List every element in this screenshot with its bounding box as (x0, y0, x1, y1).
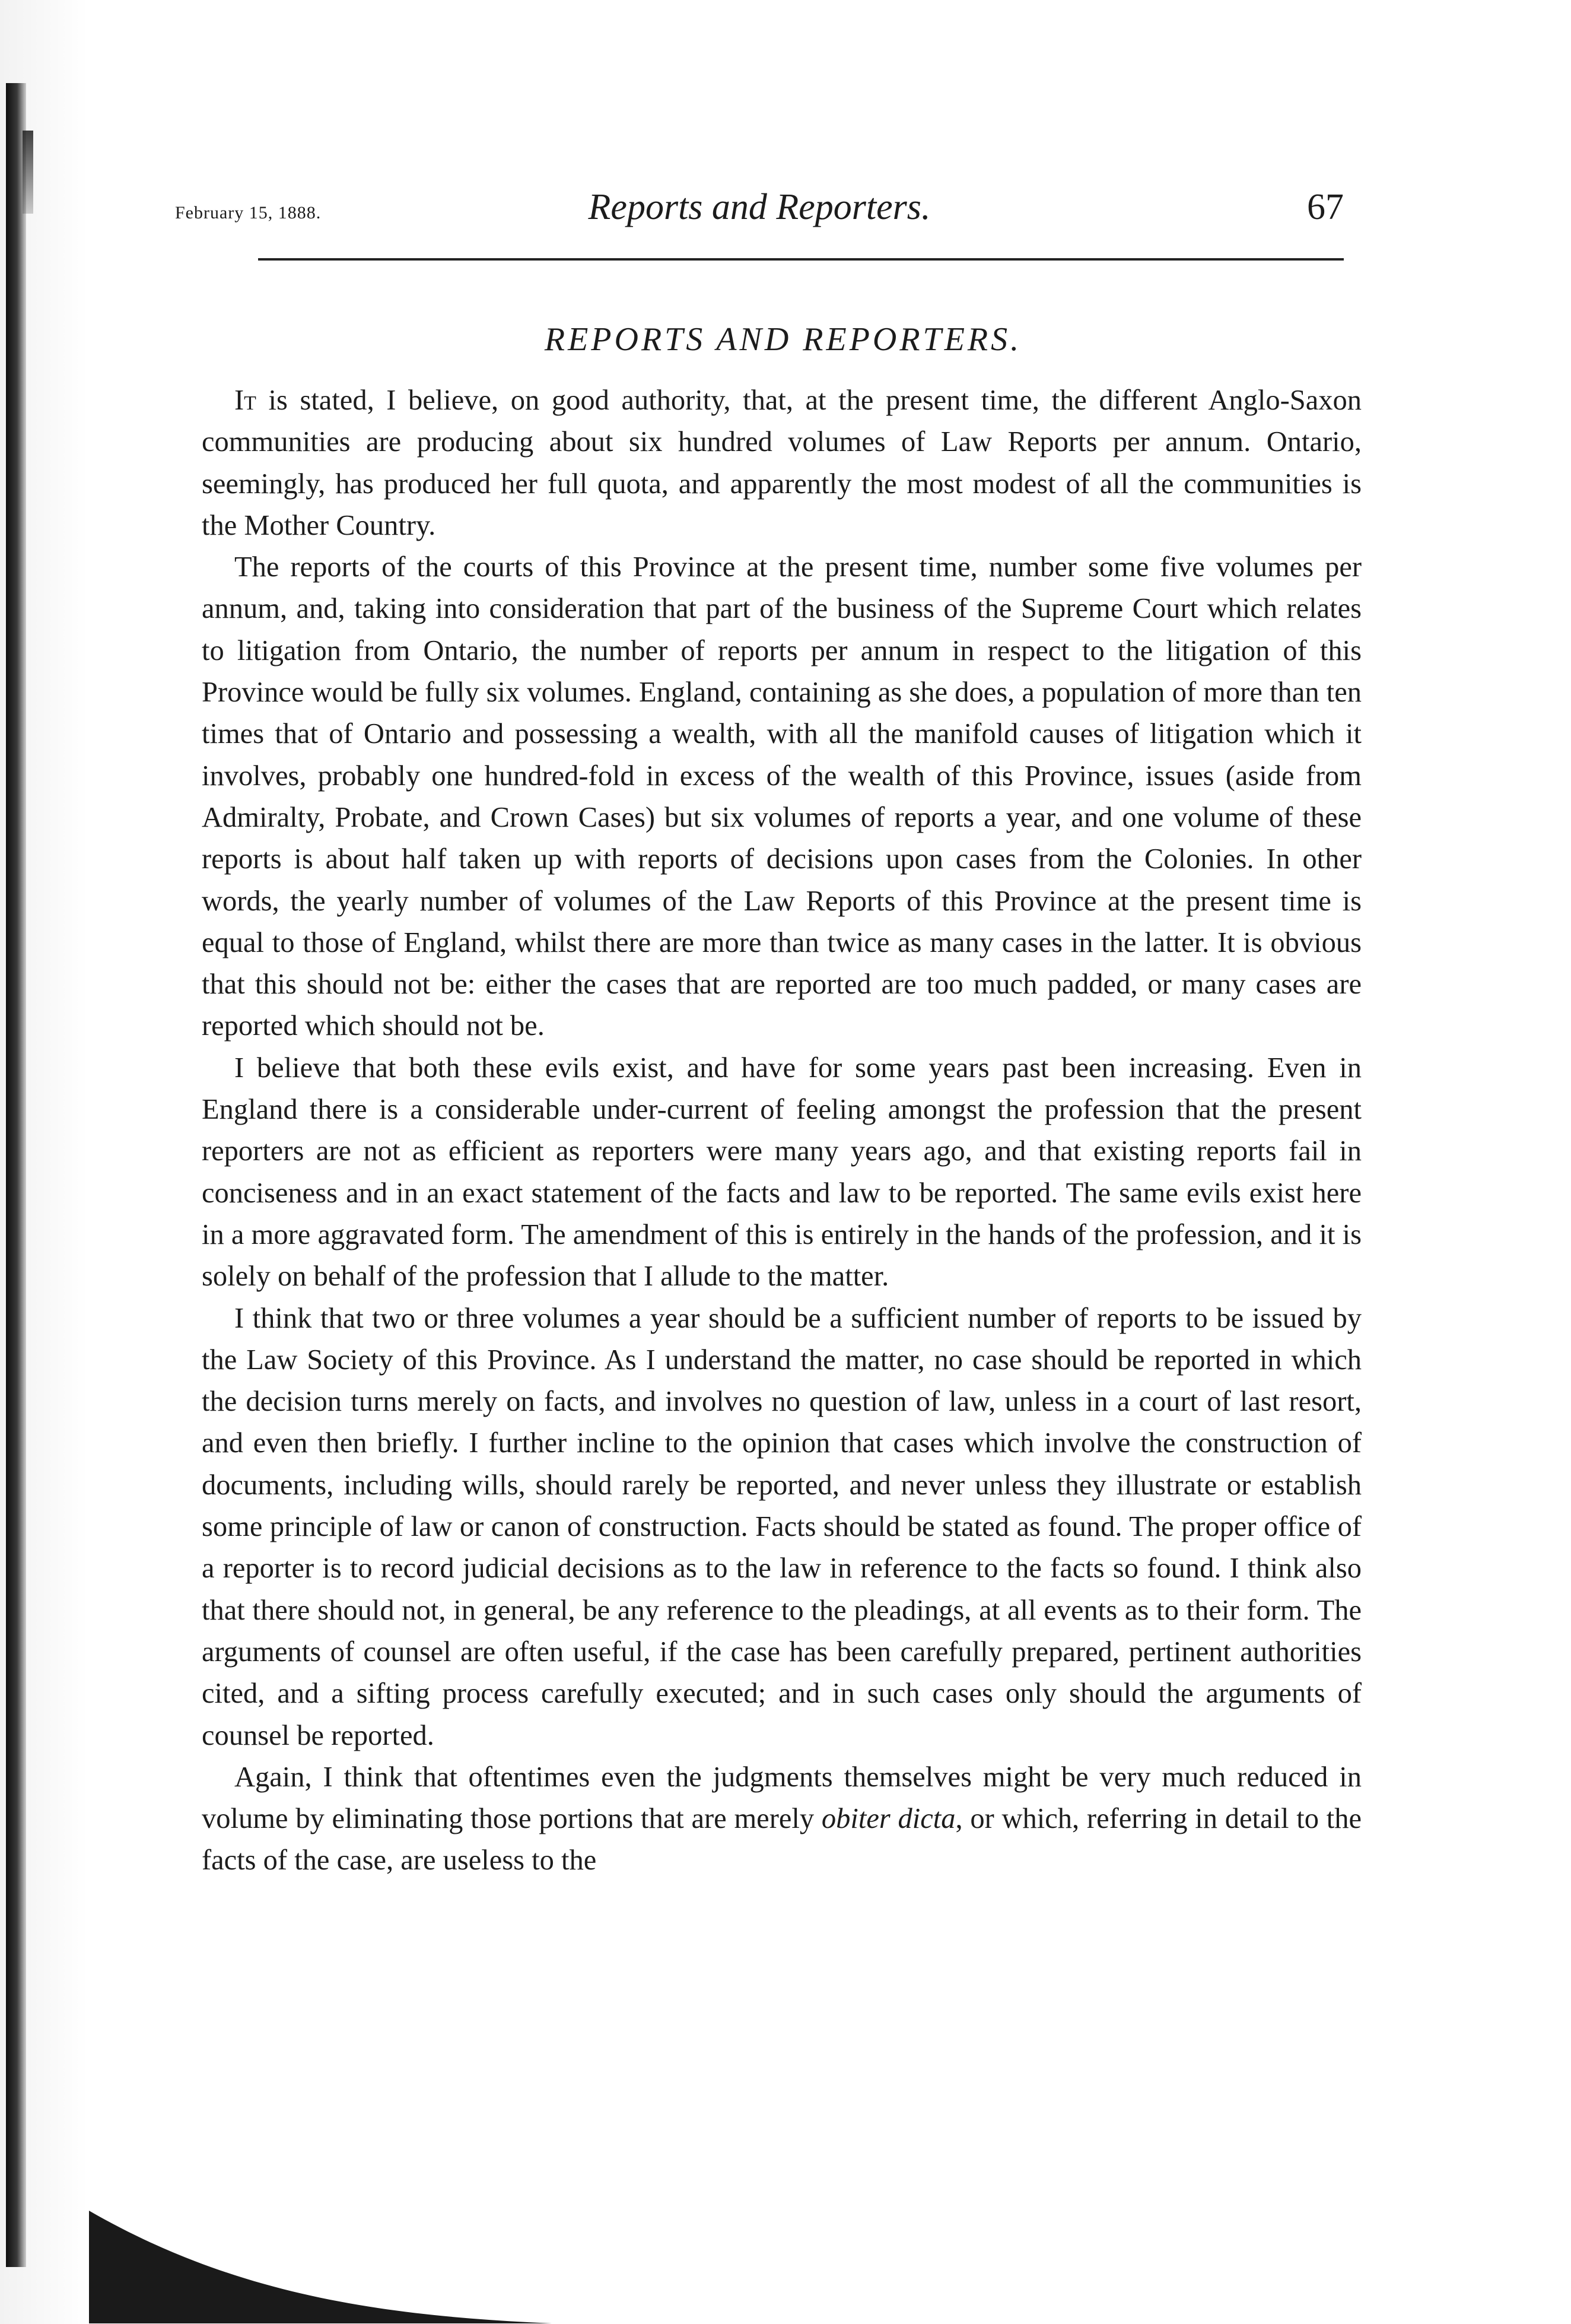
paragraph-1-text: is stated, I believe, on good authority, that, at the present time, the different Anglo-Saxon communities are producing about six hundred volumes of Law Reports per annum. Ontario, seemingly, has produced her full quota, and apparently the most modest of all the communities is the Mother Country. (202, 385, 1362, 541)
scan-corner-shadow (89, 2211, 552, 2323)
running-title: Reports and Reporters. (588, 187, 931, 227)
paragraph-1-lead: It (234, 385, 256, 416)
scan-binding-edge (6, 83, 26, 2267)
paragraph-4: I think that two or three volumes a year should be a sufficient number of reports to be issued by the Law Society of this Province. As I understand the matter, no case should be reported in which the decision turns merely on facts, and involves no question of law, unless in a court of last resort, and even then briefly. I further incline to the opinion that cases which involve the construction of documents, including wills, should rarely be reported, and never unless they illustrate or establish some principle of law or canon of construction. Facts should be stated as found. The proper office of a reporter is to record judicial decisions as to the law in reference to the facts so found. I think also that there should not, in general, be any reference to the pleadings, at all events as to their form. The arguments of counsel are often useful, if the case has been carefully prepared, pertinent authorities cited, and a sifting process carefully executed; and in such cases only should the arguments of counsel be reported. (202, 1302, 1362, 1751)
header-rule (258, 258, 1344, 261)
paragraph-3: I believe that both these evils exist, and have for some years past been increasing. Even in England there is a considerable under-current of feeling amongst the profession that the present reporters are not as efficient as reporters were many years ago, and that existing reports fail in conciseness and in an exact statement of the facts and law to be reported. The same evils exist here in a more aggravated form. The amendment of this is entirely in the hands of the profession, and it is solely on behalf of the profession that I allude to the matter. (202, 1052, 1362, 1293)
paragraph-2: The reports of the courts of this Province at the present time, number some five volumes per annum, and, taking into consideration that part of the business of the Supreme Court which relates to litigation from Ontario, the number of reports per annum in respect to the litigation of this Province would be fully six volumes. England, containing as she does, a population of more than ten times that of Ontario and possessing a wealth, with all the manifold causes of litigation which it involves, probably one hundred-fold in excess of the wealth of this Province, issues (aside from Admiralty, Probate, and Crown Cases) but six volumes of reports a year, and one volume of these reports is about half taken up with reports of decisions upon cases from the Colonies. In other words, the yearly number of volumes of the Law Reports of this Province at the present time is equal to those of England, whilst there are more than twice as many cases in the latter. It is obvious that this should not be: either the cases that are reported are too much padded, or many cases are reported which should not be. (202, 551, 1362, 1042)
header-date: February 15, 1888. (175, 203, 322, 223)
article-body (202, 380, 1362, 1882)
paragraph-5-italic: obiter dicta (821, 1803, 956, 1835)
paragraph-5 (202, 1757, 1362, 1882)
paragraph-5-text-start: Again, I think that oftentimes even the judgments themselves might be very much reduced in volume by eliminating those portions that are merely (202, 1761, 1362, 1835)
page-number: 67 (1307, 187, 1344, 227)
article-title: REPORTS AND REPORTERS. (544, 321, 1022, 358)
page-header (175, 178, 1362, 249)
paragraph-1 (202, 380, 1362, 547)
scan-binding-mark (23, 131, 33, 214)
paragraph-5-text-end: , or which, referring in detail to the facts of the case, are useless to the (202, 1803, 1362, 1877)
